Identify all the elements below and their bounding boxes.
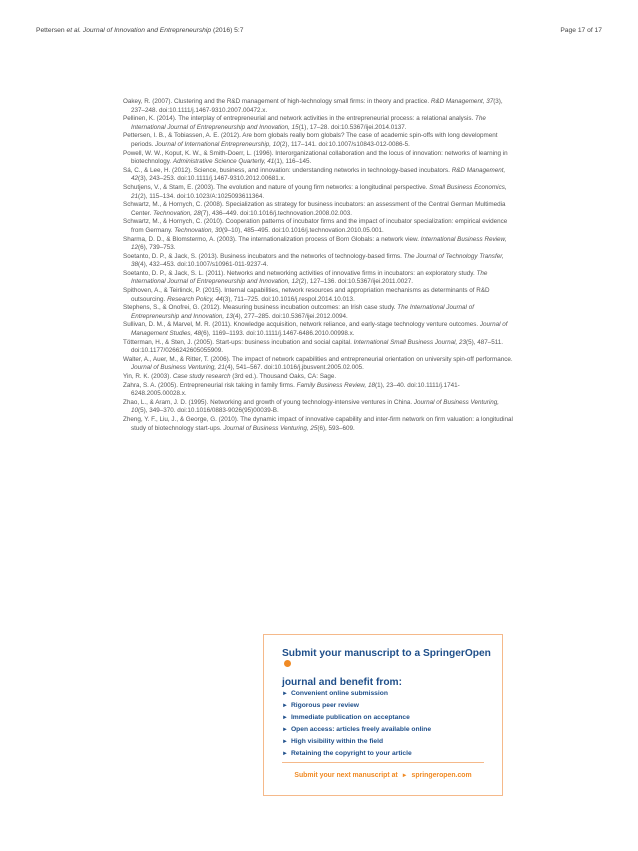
reference-item: Powell, W. W., Koput, K. W., & Smith-Doerr, L. (1996). Interorganizational collaboration and the locus of innovation: networks of learning in biotechnology. Administrative Science Quarterly, 41(1), 116–145. <box>123 149 508 166</box>
reference-item: Sá, C., & Lee, H. (2012). Science, business, and innovation: understanding networks in technology-based incubators. R&D Management, 42(3), 243–253. doi:10.1111/j.1467-9310.2012.00681.x. <box>123 166 506 183</box>
arrow-right-icon: ► <box>282 751 288 758</box>
springeropen-advert <box>263 634 503 796</box>
arrow-right-icon: ► <box>282 715 288 722</box>
header-citation: Pettersen et al. Journal of Innovation and Entrepreneurship (2016) 5:7 <box>36 27 244 34</box>
advert-benefit-item: ► Rigorous peer review <box>282 702 359 710</box>
reference-item: Spithoven, A., & Teirlinck, P. (2015). Internal capabilities, network resources and appropriation mechanisms as determinants of R&D outsourcing. Research Policy, 44(3), 711–725. doi:10.1016/j.respol.2014.10.013. <box>123 287 490 303</box>
reference-list <box>123 98 515 433</box>
arrow-right-icon: ► <box>282 739 288 746</box>
reference-item: Soetanto, D. P., & Jack, S. (2013). Business incubators and the networks of technology-based firms. The Journal of Technology Transfer, 38(4), 432–453. doi:10.1007/s10961-011-9237-4. <box>123 252 504 269</box>
arrow-right-icon: ► <box>401 773 408 779</box>
reference-item: Soetanto, D. P., & Jack, S. L. (2011). Networks and networking activities of innovative firms in incubators: an exploratory study. The International Journal of Entrepreneurship and Innovation, 12(2), 127–136. doi:10.5367/ijei.2011.0027. <box>123 269 488 286</box>
advert-footer: Submit your next manuscript at ► springeropen.com <box>294 772 472 779</box>
reference-item: Zheng, Y. F., Liu, J., & George, G. (2010). The dynamic impact of innovative capability and inter-firm network on firm valuation: a longitudinal study of biotechnology start-ups. Journal of Business Venturing, 25(6), 593–609. <box>123 415 513 432</box>
advert-benefit-item: ► Retaining the copyright to your article <box>282 750 412 758</box>
reference-item: Oakey, R. (2007). Clustering and the R&D management of high-technology small firms: in theory and practice. R&D Management, 37(3), 237–248. doi:10.1111/j.1467-9310.2007.00472.x. <box>123 98 503 114</box>
advert-benefit-item: ► High visibility within the field <box>282 738 384 746</box>
reference-item: Zhao, L., & Aram, J. D. (1995). Networking and growth of young technology-intensive ventures in China. Journal of Business Venturing, 10(5), 349–370. doi:10.1016/0883-9026(95)00039-B. <box>123 398 500 415</box>
springeropen-link[interactable]: springeropen.com <box>411 772 472 779</box>
reference-item: Pellinen, K. (2014). The interplay of entrepreneurial and network activities in the entrepreneurial process: a relational analysis. The International Journal of Entrepreneurship and Innovation, 15(1), 17–28. doi:10.5367/ijei.2014.0137. <box>123 115 486 131</box>
reference-item: Zahra, S. A. (2005). Entrepreneurial risk taking in family firms. Family Business Review, 18(1), 23–40. doi:10.1111/j.1741-6248.2005.00028.x. <box>123 381 460 398</box>
springeropen-logo-icon <box>284 660 291 667</box>
advert-benefit-item: ► Convenient online submission <box>282 690 388 697</box>
reference-item: Yin, R. K. (2003). Case study research (3rd ed.). Thousand Oaks, CA: Sage. <box>123 373 337 380</box>
arrow-right-icon: ► <box>282 691 288 697</box>
advert-benefit-item: ► Immediate publication on acceptance <box>282 714 410 722</box>
reference-item: Pettersen, I. B., & Tobiassen, A. E. (2012). Are born globals really born globals? The case of academic spin-offs with long development periods. Journal of International Entrepreneurship, 10(2), 117–141. doi:10.1007/s10843-012-0086-5. <box>123 132 498 148</box>
advert-benefit-item: ► Open access: articles freely available online <box>282 726 432 734</box>
reference-item: Schwartz, M., & Hornych, C. (2008). Specialization as strategy for business incubators: an assessment of the Central German Multimedia Center. Technovation, 28(7), 436–449. doi:10.1016/j.technovation.2008.02.003. <box>123 201 506 217</box>
advert-title: Submit your manuscript to a SpringerOpen journal and benefit from: <box>282 648 491 688</box>
reference-item: Walter, A., Auer, M., & Ritter, T. (2006). The impact of network capabilities and entrepreneurial orientation on university spin-off performance. Journal of Business Venturing, 21(4), 541–567. doi:10.1016/j.jbusvent.2005.02.005. <box>123 355 513 372</box>
reference-item: Schwartz, M., & Hornych, C. (2010). Cooperation patterns of incubator firms and the impact of incubator specialization: empirical evidence from Germany. Technovation, 30(9–10), 485–495. doi:10.1016/j.technovation.2010.05.001. <box>123 218 508 234</box>
reference-item: Sharma, D. D., & Blomstermo, A. (2003). The internationalization process of Born Globals: a network view. International Business Review, 12(6), 739–753. <box>123 235 507 252</box>
reference-item: Sullivan, D. M., & Marvel, M. R. (2011). Knowledge acquisition, network reliance, and early-stage technology venture outcomes. Journal of Management Studies, 48(6), 1169–1193. doi:10.1111/j.1467-6486.2010.00998.x. <box>123 321 508 338</box>
reference-item: Schutjens, V., & Stam, E. (2003). The evolution and nature of young firm networks: a longitudinal perspective. Small Business Economics, 21(2), 115–134. doi:10.1023/A:1025093611364. <box>123 183 507 200</box>
advert-divider <box>282 762 484 763</box>
arrow-right-icon: ► <box>282 727 288 734</box>
arrow-right-icon: ► <box>282 703 288 710</box>
reference-item: Stephens, S., & Onofrei, G. (2012). Measuring business incubation outcomes: an Irish case study. The International Journal of Entrepreneurship and Innovation, 13(4), 277–285. doi:10.5367/ijei.2012.0094. <box>123 304 474 320</box>
advert-benefits <box>282 688 497 761</box>
running-head <box>36 27 602 34</box>
reference-item: Tötterman, H., & Sten, J. (2005). Start-ups: business incubation and social capital. International Small Business Journal, 23(5), 487–511. doi:10.1177/0266242605055909. <box>123 338 504 355</box>
page-number: Page 17 of 17 <box>560 27 602 34</box>
